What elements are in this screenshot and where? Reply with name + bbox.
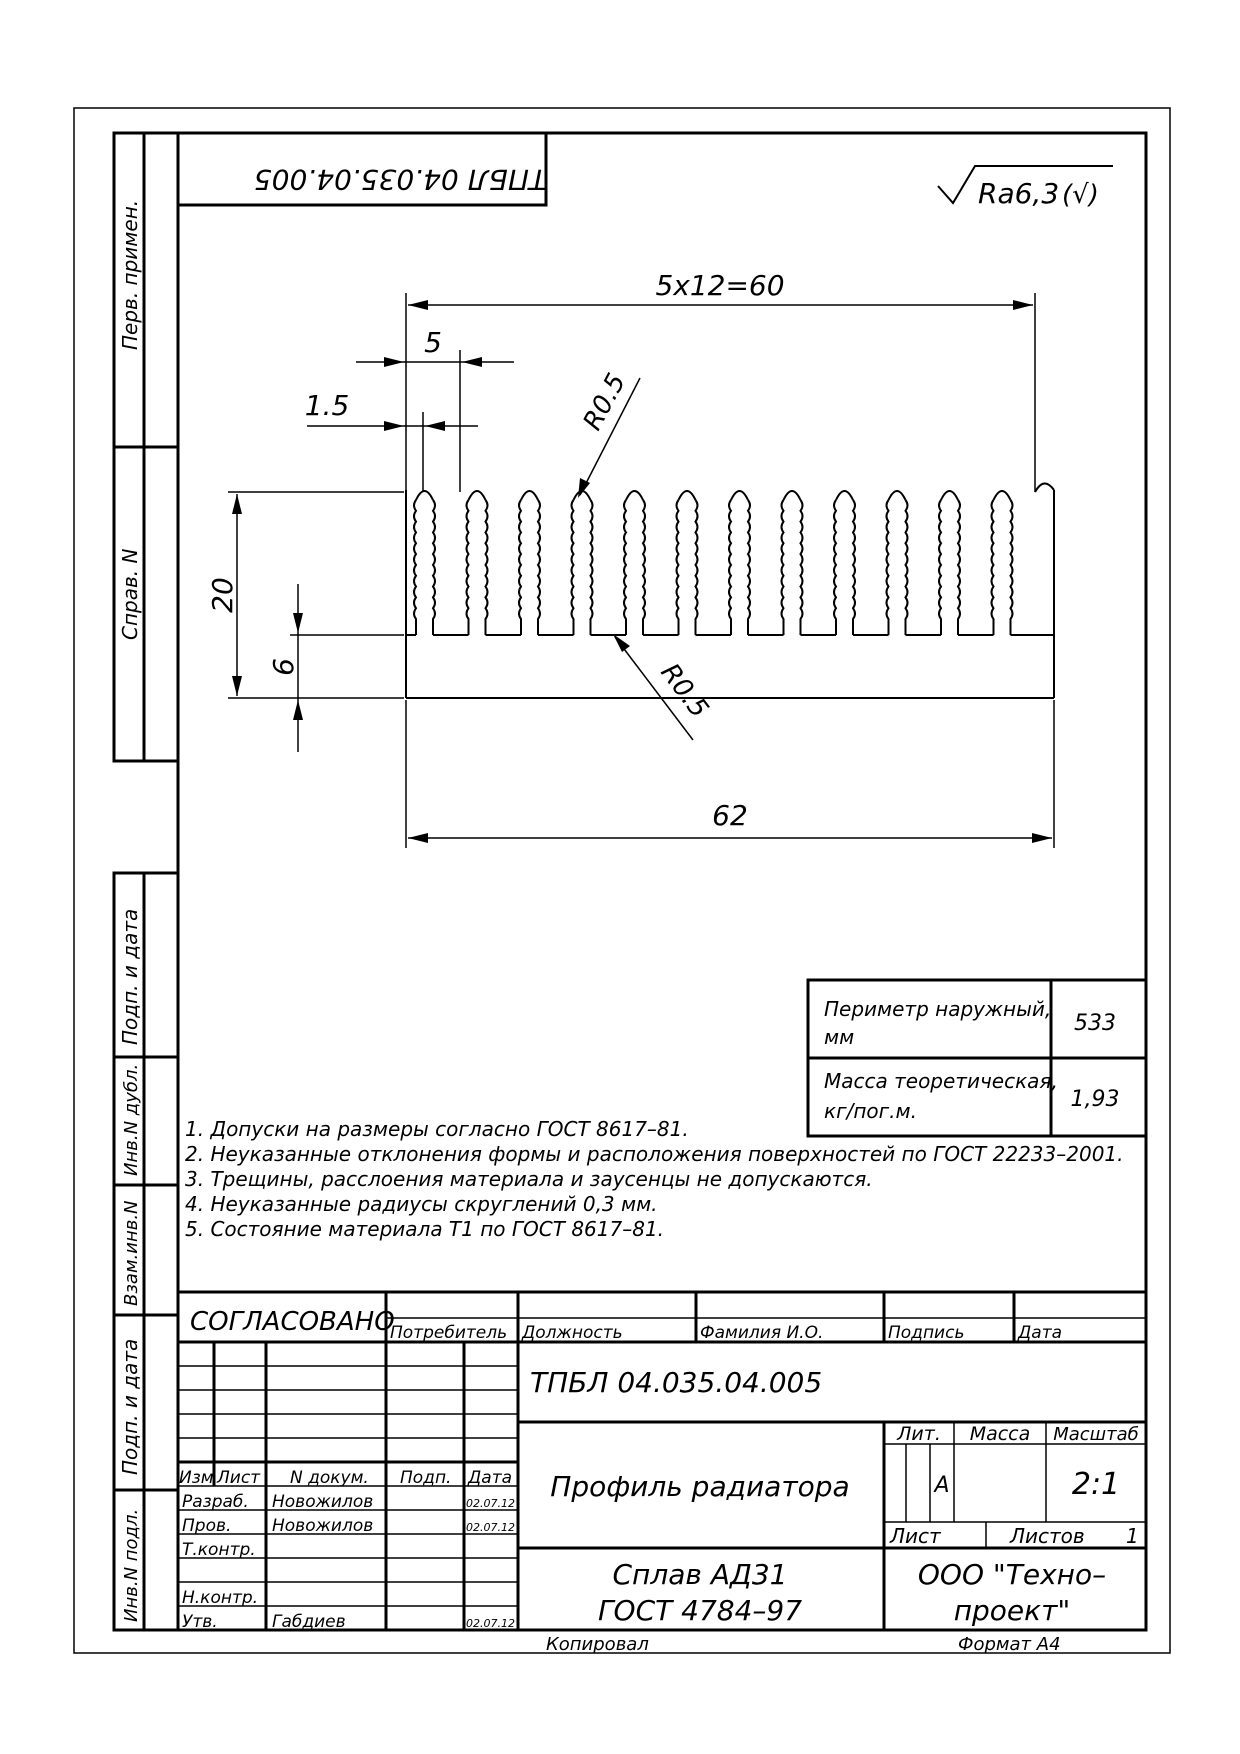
role-0: Разраб. xyxy=(182,1492,249,1512)
dim-radius-bottom: R0.5 xyxy=(654,658,715,724)
approval-title: СОГЛАСОВАНО xyxy=(190,1307,395,1337)
fin-top-round xyxy=(679,491,696,500)
approval-col-position: Должность xyxy=(522,1323,623,1343)
header-date: Дата xyxy=(468,1468,513,1488)
note-1: 1. Допуски на размеры согласно ГОСТ 8617–81. xyxy=(185,1117,689,1141)
material-line-1: Сплав АД31 xyxy=(612,1558,788,1591)
fin-top-round xyxy=(469,491,486,500)
mass-header: Масса xyxy=(969,1423,1031,1445)
fin-right-side xyxy=(696,500,698,635)
note-5: 5. Состояние материала Т1 по ГОСТ 8617–81. xyxy=(185,1217,665,1241)
header-izm: Изм xyxy=(179,1468,214,1488)
dim-pitch: 5x12=60 xyxy=(655,269,785,302)
fin-right-side xyxy=(433,500,435,635)
note-3: 3. Трещины, расслоения материала и заусенцы не допускаются. xyxy=(185,1167,873,1191)
fin-top-round xyxy=(784,491,801,500)
radiator-profile xyxy=(406,483,1054,698)
fin-top-round xyxy=(626,491,643,500)
organization-line-2: проект" xyxy=(953,1594,1071,1627)
material-line-2: ГОСТ 4784–97 xyxy=(597,1594,803,1627)
fin-left-side xyxy=(992,500,994,635)
fin-left-side xyxy=(624,500,626,635)
fin-right-side xyxy=(591,500,593,635)
mass-label: Масса теоретическая, xyxy=(824,1069,1058,1093)
format-label: Формат А4 xyxy=(958,1634,1061,1655)
header-list: Лист xyxy=(217,1468,261,1488)
scale-value: 2:1 xyxy=(1071,1467,1121,1502)
approval-col-date: Дата xyxy=(1018,1323,1063,1343)
copied-label: Копировал xyxy=(546,1634,649,1655)
role-2: Т.контр. xyxy=(182,1540,256,1560)
dim-fin-thickness: 1.5 xyxy=(304,389,350,422)
dim-radius-top: R0.5 xyxy=(577,368,633,436)
dimension-lines xyxy=(228,293,1054,848)
dimension-arrows xyxy=(232,300,1052,843)
role-1-date: 02.07.12 xyxy=(466,1521,515,1534)
approval-col-name: Фамилия И.О. xyxy=(700,1323,824,1343)
fin-right-side xyxy=(486,500,488,635)
scale-label: Масштаб xyxy=(1053,1424,1139,1445)
fin-left-side xyxy=(467,500,469,635)
fin-right-side xyxy=(748,500,750,635)
dim-base: 6 xyxy=(267,658,300,676)
mass-value: 1,93 xyxy=(1070,1087,1120,1112)
note-2: 2. Неуказанные отклонения формы и расположения поверхностей по ГОСТ 22233–2001. xyxy=(185,1142,1124,1166)
perimeter-label: Периметр наружный, xyxy=(824,997,1052,1021)
approval-col-consumer: Потребитель xyxy=(390,1323,508,1343)
document-code: ТПБЛ 04.035.04.005 xyxy=(530,1366,823,1399)
drawing-frame xyxy=(178,133,1146,1630)
side-label-sprav: Справ. N xyxy=(118,548,142,640)
side-label-vzam-inv: Взам.инв.N xyxy=(121,1200,142,1306)
fin-top-round xyxy=(416,491,433,500)
fin-top-round xyxy=(941,491,958,500)
fin-left-side xyxy=(834,500,836,635)
roughness-value: Ra6,3 xyxy=(978,177,1060,210)
fin-left-side xyxy=(677,500,679,635)
fin-left-side xyxy=(414,500,416,635)
fin-right-side xyxy=(538,500,540,635)
role-5-date: 02.07.12 xyxy=(466,1617,515,1630)
organization-line-1: ООО "Техно– xyxy=(917,1558,1107,1591)
fin-right-side xyxy=(1011,500,1013,635)
lit-label: Лит. xyxy=(897,1423,941,1445)
mass-unit: кг/пог.м. xyxy=(824,1099,917,1123)
role-5-name: Габдиев xyxy=(272,1612,346,1632)
role-1: Пров. xyxy=(182,1516,232,1536)
fin-right-side xyxy=(853,500,855,635)
sheets-value: 1 xyxy=(1126,1524,1139,1548)
dim-fin-gap: 5 xyxy=(424,326,442,359)
roughness-suffix: (√) xyxy=(1062,180,1099,210)
part-name: Профиль радиатора xyxy=(550,1470,850,1503)
right-outer-edge xyxy=(1011,483,1055,635)
side-label-perv-primen: Перв. примен. xyxy=(118,199,142,350)
perimeter-unit: мм xyxy=(824,1025,855,1049)
sheet-label: Лист xyxy=(890,1524,941,1548)
role-1-name: Новожилов xyxy=(272,1516,374,1536)
fin-top-round xyxy=(521,491,538,500)
fin-top-round xyxy=(889,491,906,500)
sheets-label: Листов xyxy=(1010,1524,1085,1548)
side-label-podp-data-top: Подп. и дата xyxy=(118,908,142,1045)
dim-width: 62 xyxy=(712,799,748,832)
perimeter-value: 533 xyxy=(1074,1011,1116,1036)
fin-left-side xyxy=(519,500,521,635)
fin-left-side xyxy=(887,500,889,635)
lit-value: А xyxy=(934,1473,950,1498)
fin-right-side xyxy=(958,500,960,635)
fin-left-side xyxy=(939,500,941,635)
fin-right-side xyxy=(906,500,908,635)
approval-col-sign: Подпись xyxy=(888,1323,965,1343)
side-label-podp-data-bottom: Подп. и дата xyxy=(118,1338,142,1475)
side-label-inv-podl: Инв.N подл. xyxy=(121,1508,142,1622)
role-5: Утв. xyxy=(182,1612,218,1632)
role-4: Н.контр. xyxy=(182,1588,259,1608)
role-0-name: Новожилов xyxy=(272,1492,374,1512)
side-label-inv-dubl: Инв.N дубл. xyxy=(121,1063,142,1176)
dim-height: 20 xyxy=(206,577,239,613)
fin-top-round xyxy=(994,491,1011,500)
roughness-symbol xyxy=(938,166,1113,210)
role-0-date: 02.07.12 xyxy=(466,1497,515,1510)
note-4: 4. Неуказанные радиусы скруглений 0,3 мм. xyxy=(185,1192,658,1216)
designation-rotated: ТПБЛ 04.035.04.005 xyxy=(253,163,547,196)
header-ndoc: N докум. xyxy=(290,1468,369,1488)
fin-top-round xyxy=(836,491,853,500)
fin-right-side xyxy=(643,500,645,635)
fin-left-side xyxy=(572,500,574,635)
header-sign: Подп. xyxy=(400,1468,452,1488)
fin-left-side xyxy=(729,500,731,635)
fin-right-side xyxy=(801,500,803,635)
fin-left-side xyxy=(782,500,784,635)
fin-top-round xyxy=(731,491,748,500)
